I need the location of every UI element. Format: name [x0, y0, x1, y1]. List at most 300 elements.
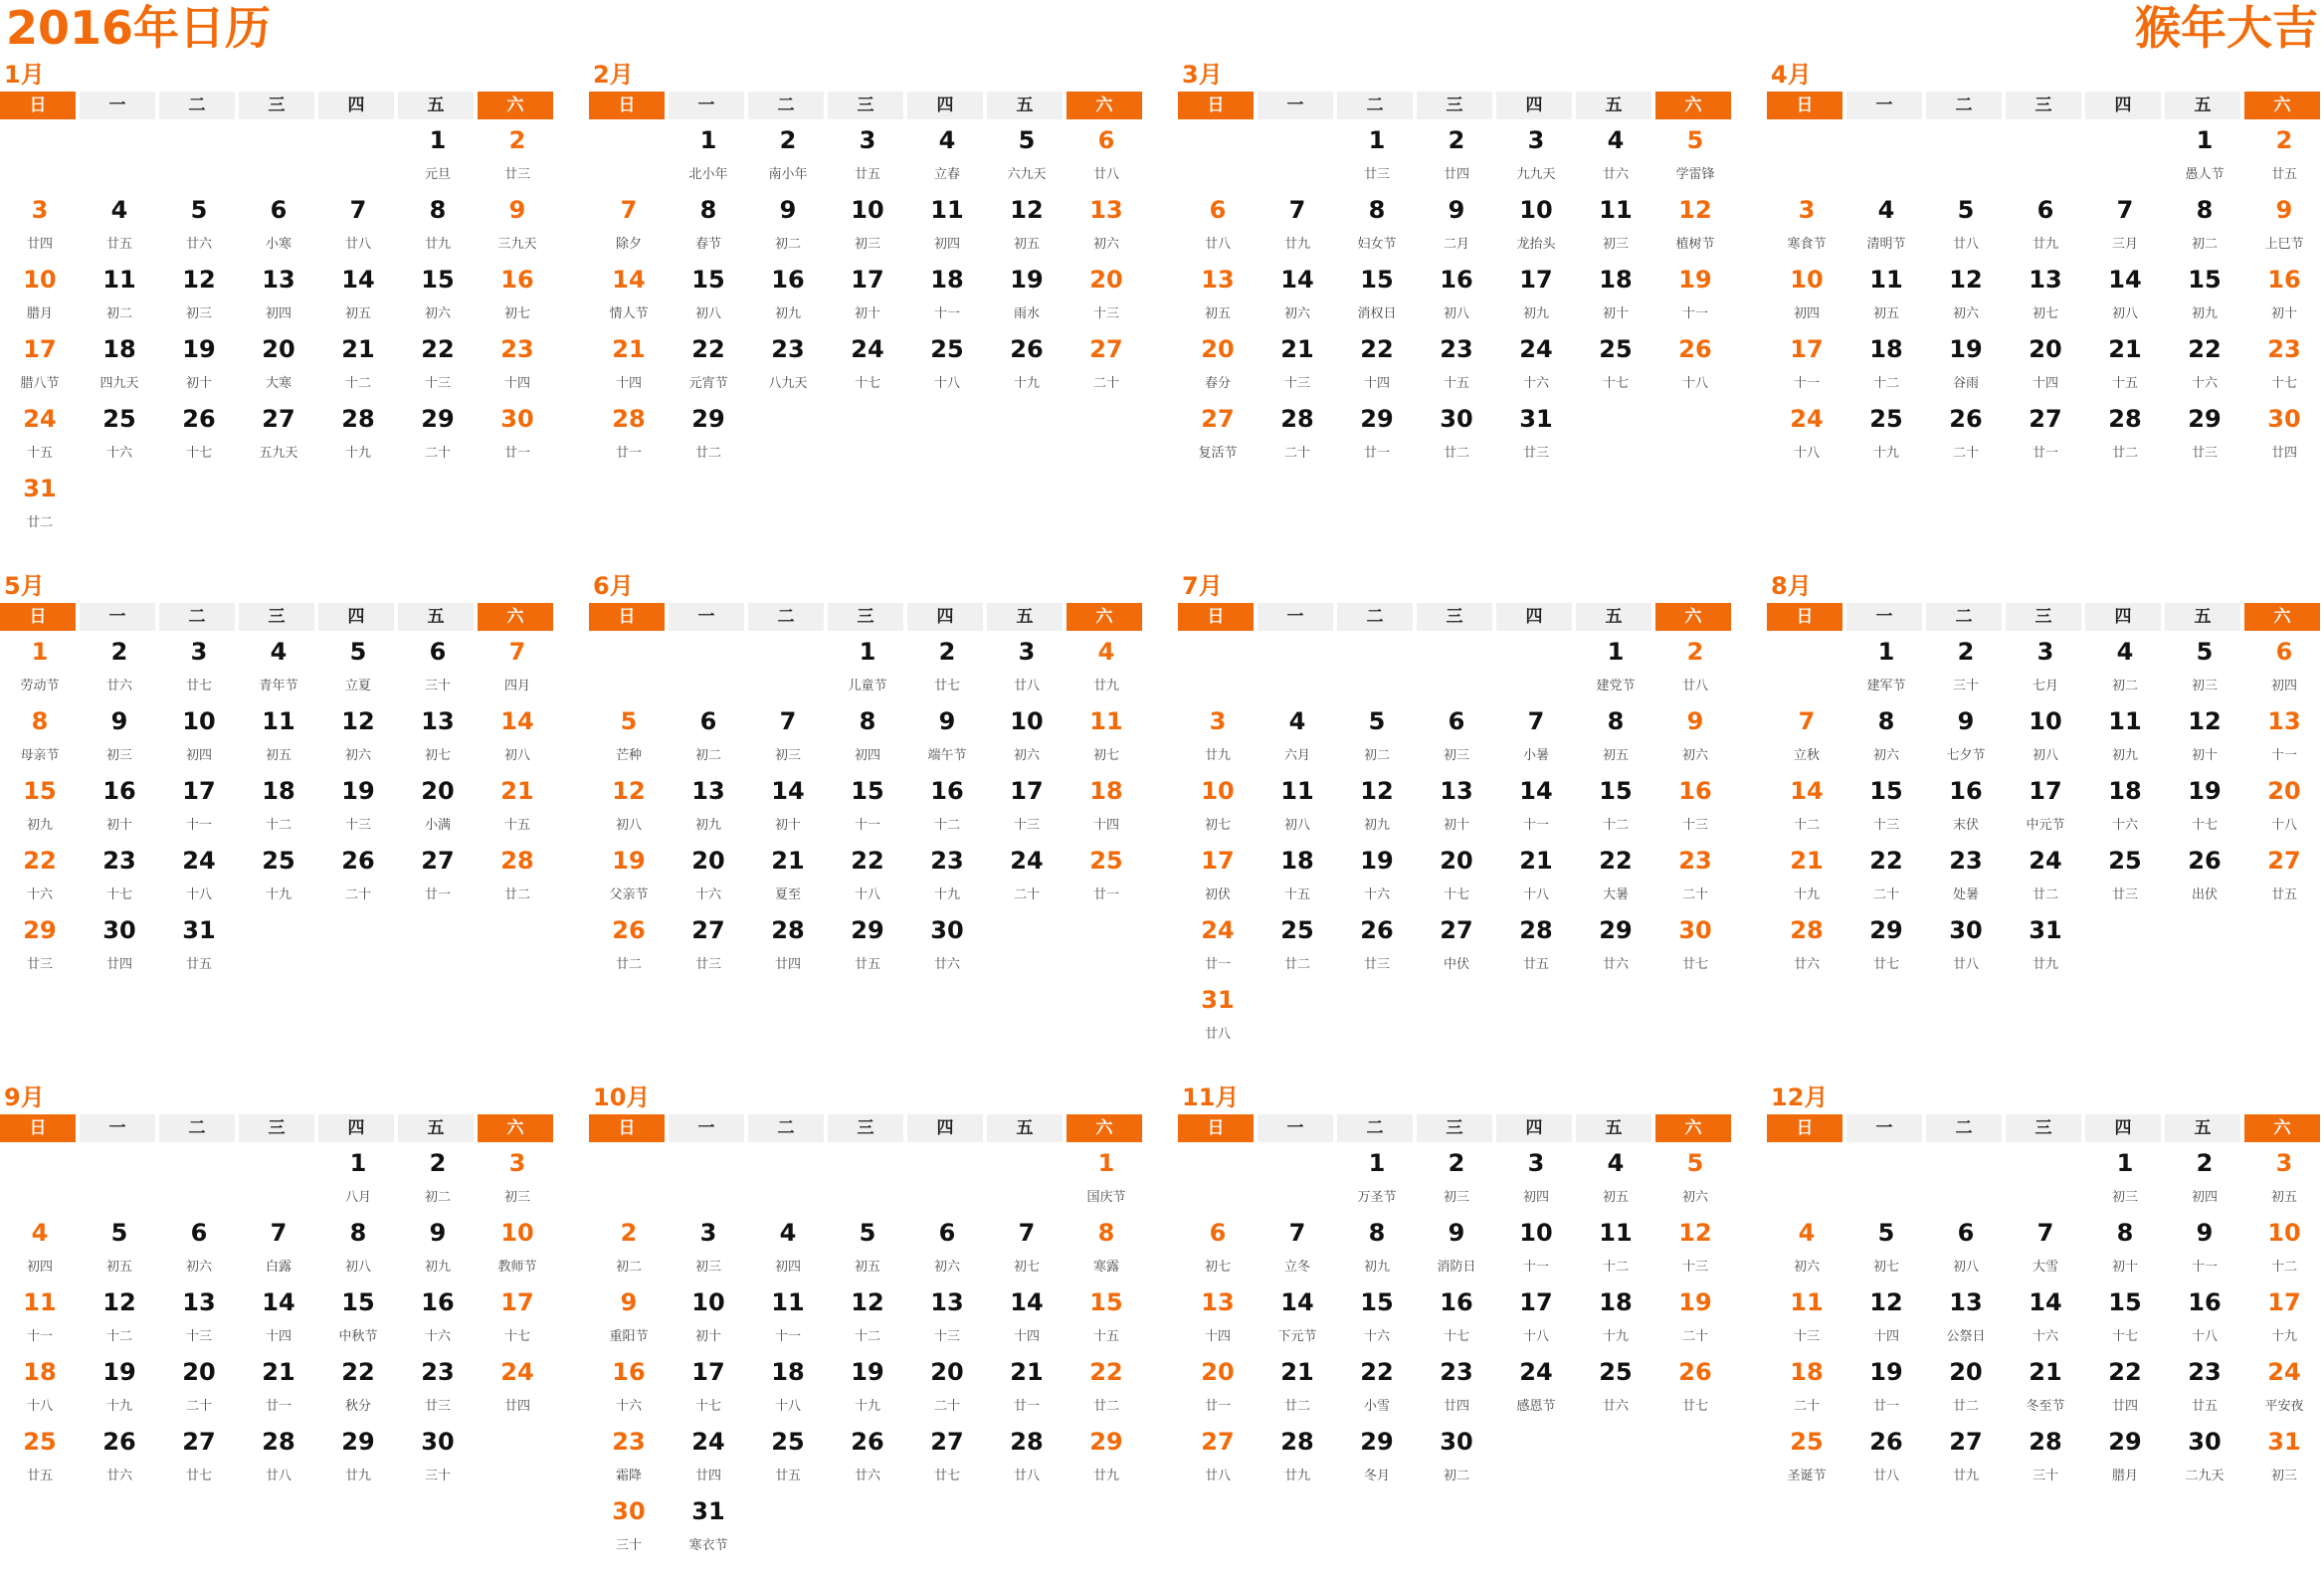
- day-cell[interactable]: [1767, 400, 1846, 470]
- day-cell[interactable]: [2244, 633, 2324, 702]
- day-cell[interactable]: [1066, 1283, 1146, 1353]
- day-cell[interactable]: [1178, 1214, 1258, 1283]
- day-cell[interactable]: [1178, 911, 1258, 981]
- day-cell[interactable]: [1066, 1144, 1146, 1214]
- day-cell[interactable]: [318, 1144, 398, 1214]
- day-cell[interactable]: [907, 702, 987, 772]
- day-cell[interactable]: [1926, 1353, 2006, 1423]
- day-cell[interactable]: [2006, 772, 2085, 842]
- day-cell[interactable]: [1337, 191, 1417, 261]
- day-cell[interactable]: [80, 702, 159, 772]
- day-cell[interactable]: [1258, 400, 1337, 470]
- day-cell[interactable]: [478, 1283, 557, 1353]
- day-cell[interactable]: [1178, 400, 1258, 470]
- day-cell[interactable]: [398, 1353, 478, 1423]
- day-cell[interactable]: [1417, 191, 1496, 261]
- day-cell[interactable]: [1417, 1214, 1496, 1283]
- day-cell[interactable]: [239, 1423, 318, 1492]
- day-cell[interactable]: [1846, 400, 1926, 470]
- day-cell[interactable]: [1576, 911, 1655, 981]
- day-cell[interactable]: [1337, 772, 1417, 842]
- day-cell[interactable]: [589, 330, 669, 400]
- day-cell[interactable]: [1655, 330, 1735, 400]
- day-cell[interactable]: [1417, 911, 1496, 981]
- day-cell[interactable]: [1496, 911, 1576, 981]
- day-cell[interactable]: [1767, 261, 1846, 330]
- day-cell[interactable]: [159, 702, 239, 772]
- day-cell[interactable]: [398, 772, 478, 842]
- day-cell[interactable]: [987, 1353, 1066, 1423]
- day-cell[interactable]: [2165, 1353, 2244, 1423]
- day-cell[interactable]: [478, 1144, 557, 1214]
- day-cell[interactable]: [1417, 702, 1496, 772]
- day-cell[interactable]: [987, 330, 1066, 400]
- day-cell[interactable]: [1926, 772, 2006, 842]
- day-cell[interactable]: [907, 1423, 987, 1492]
- day-cell[interactable]: [1417, 1353, 1496, 1423]
- day-cell[interactable]: [828, 702, 907, 772]
- day-cell[interactable]: [1178, 191, 1258, 261]
- day-cell[interactable]: [2165, 121, 2244, 191]
- day-cell[interactable]: [589, 1423, 669, 1492]
- day-cell[interactable]: [2244, 1214, 2324, 1283]
- day-cell[interactable]: [398, 1283, 478, 1353]
- day-cell[interactable]: [669, 702, 748, 772]
- day-cell[interactable]: [748, 261, 828, 330]
- day-cell[interactable]: [907, 772, 987, 842]
- day-cell[interactable]: [1337, 911, 1417, 981]
- day-cell[interactable]: [2085, 1423, 2165, 1492]
- day-cell[interactable]: [1496, 400, 1576, 470]
- day-cell[interactable]: [478, 633, 557, 702]
- day-cell[interactable]: [589, 1283, 669, 1353]
- day-cell[interactable]: [2006, 633, 2085, 702]
- day-cell[interactable]: [1926, 261, 2006, 330]
- day-cell[interactable]: [1576, 121, 1655, 191]
- day-cell[interactable]: [2244, 1283, 2324, 1353]
- day-cell[interactable]: [669, 1353, 748, 1423]
- day-cell[interactable]: [1337, 842, 1417, 911]
- day-cell[interactable]: [159, 1283, 239, 1353]
- day-cell[interactable]: [907, 121, 987, 191]
- day-cell[interactable]: [1066, 772, 1146, 842]
- day-cell[interactable]: [828, 911, 907, 981]
- day-cell[interactable]: [1066, 1423, 1146, 1492]
- day-cell[interactable]: [1496, 1144, 1576, 1214]
- day-cell[interactable]: [669, 842, 748, 911]
- day-cell[interactable]: [828, 191, 907, 261]
- day-cell[interactable]: [2006, 1353, 2085, 1423]
- day-cell[interactable]: [239, 772, 318, 842]
- day-cell[interactable]: [748, 1283, 828, 1353]
- day-cell[interactable]: [2244, 330, 2324, 400]
- day-cell[interactable]: [1576, 330, 1655, 400]
- day-cell[interactable]: [669, 772, 748, 842]
- day-cell[interactable]: [478, 1214, 557, 1283]
- day-cell[interactable]: [1576, 633, 1655, 702]
- day-cell[interactable]: [1258, 1353, 1337, 1423]
- day-cell[interactable]: [0, 842, 80, 911]
- day-cell[interactable]: [2165, 261, 2244, 330]
- day-cell[interactable]: [1258, 702, 1337, 772]
- day-cell[interactable]: [2006, 842, 2085, 911]
- day-cell[interactable]: [0, 191, 80, 261]
- day-cell[interactable]: [2006, 702, 2085, 772]
- day-cell[interactable]: [907, 1283, 987, 1353]
- day-cell[interactable]: [80, 842, 159, 911]
- day-cell[interactable]: [2085, 400, 2165, 470]
- day-cell[interactable]: [1576, 261, 1655, 330]
- day-cell[interactable]: [398, 191, 478, 261]
- day-cell[interactable]: [239, 842, 318, 911]
- day-cell[interactable]: [159, 330, 239, 400]
- day-cell[interactable]: [907, 1353, 987, 1423]
- day-cell[interactable]: [589, 1353, 669, 1423]
- day-cell[interactable]: [1258, 1283, 1337, 1353]
- day-cell[interactable]: [987, 1423, 1066, 1492]
- day-cell[interactable]: [1926, 633, 2006, 702]
- day-cell[interactable]: [1258, 911, 1337, 981]
- day-cell[interactable]: [2244, 1423, 2324, 1492]
- day-cell[interactable]: [828, 1283, 907, 1353]
- day-cell[interactable]: [828, 121, 907, 191]
- day-cell[interactable]: [1576, 772, 1655, 842]
- day-cell[interactable]: [748, 121, 828, 191]
- day-cell[interactable]: [239, 1214, 318, 1283]
- day-cell[interactable]: [589, 702, 669, 772]
- day-cell[interactable]: [987, 191, 1066, 261]
- day-cell[interactable]: [1767, 702, 1846, 772]
- day-cell[interactable]: [907, 842, 987, 911]
- day-cell[interactable]: [1178, 1423, 1258, 1492]
- day-cell[interactable]: [1655, 911, 1735, 981]
- day-cell[interactable]: [907, 191, 987, 261]
- day-cell[interactable]: [987, 261, 1066, 330]
- day-cell[interactable]: [159, 1423, 239, 1492]
- day-cell[interactable]: [1496, 261, 1576, 330]
- day-cell[interactable]: [1066, 191, 1146, 261]
- day-cell[interactable]: [80, 330, 159, 400]
- day-cell[interactable]: [2165, 191, 2244, 261]
- day-cell[interactable]: [478, 702, 557, 772]
- day-cell[interactable]: [748, 1353, 828, 1423]
- day-cell[interactable]: [1066, 842, 1146, 911]
- day-cell[interactable]: [589, 1214, 669, 1283]
- day-cell[interactable]: [2244, 1144, 2324, 1214]
- day-cell[interactable]: [1417, 261, 1496, 330]
- day-cell[interactable]: [1337, 261, 1417, 330]
- day-cell[interactable]: [1417, 330, 1496, 400]
- day-cell[interactable]: [2085, 1353, 2165, 1423]
- day-cell[interactable]: [239, 261, 318, 330]
- day-cell[interactable]: [828, 261, 907, 330]
- day-cell[interactable]: [1846, 261, 1926, 330]
- day-cell[interactable]: [828, 1423, 907, 1492]
- day-cell[interactable]: [159, 1214, 239, 1283]
- day-cell[interactable]: [2006, 261, 2085, 330]
- day-cell[interactable]: [828, 1214, 907, 1283]
- day-cell[interactable]: [1066, 702, 1146, 772]
- day-cell[interactable]: [1846, 1214, 1926, 1283]
- day-cell[interactable]: [398, 1214, 478, 1283]
- day-cell[interactable]: [0, 261, 80, 330]
- day-cell[interactable]: [1496, 191, 1576, 261]
- day-cell[interactable]: [2244, 261, 2324, 330]
- day-cell[interactable]: [1926, 911, 2006, 981]
- day-cell[interactable]: [589, 772, 669, 842]
- day-cell[interactable]: [1576, 1283, 1655, 1353]
- day-cell[interactable]: [2244, 772, 2324, 842]
- day-cell[interactable]: [0, 400, 80, 470]
- day-cell[interactable]: [1178, 1353, 1258, 1423]
- day-cell[interactable]: [1417, 1423, 1496, 1492]
- day-cell[interactable]: [2085, 191, 2165, 261]
- day-cell[interactable]: [2165, 1283, 2244, 1353]
- day-cell[interactable]: [2165, 1214, 2244, 1283]
- day-cell[interactable]: [1767, 772, 1846, 842]
- day-cell[interactable]: [589, 842, 669, 911]
- day-cell[interactable]: [1066, 330, 1146, 400]
- day-cell[interactable]: [478, 191, 557, 261]
- day-cell[interactable]: [1767, 842, 1846, 911]
- day-cell[interactable]: [1846, 772, 1926, 842]
- day-cell[interactable]: [2244, 191, 2324, 261]
- day-cell[interactable]: [318, 400, 398, 470]
- day-cell[interactable]: [1337, 1353, 1417, 1423]
- day-cell[interactable]: [1496, 1353, 1576, 1423]
- day-cell[interactable]: [1258, 842, 1337, 911]
- day-cell[interactable]: [1576, 1144, 1655, 1214]
- day-cell[interactable]: [1417, 842, 1496, 911]
- day-cell[interactable]: [159, 191, 239, 261]
- day-cell[interactable]: [669, 1283, 748, 1353]
- day-cell[interactable]: [2165, 1423, 2244, 1492]
- day-cell[interactable]: [748, 911, 828, 981]
- day-cell[interactable]: [1258, 330, 1337, 400]
- day-cell[interactable]: [478, 121, 557, 191]
- day-cell[interactable]: [828, 1353, 907, 1423]
- day-cell[interactable]: [1846, 1353, 1926, 1423]
- day-cell[interactable]: [987, 772, 1066, 842]
- day-cell[interactable]: [318, 1353, 398, 1423]
- day-cell[interactable]: [2244, 842, 2324, 911]
- day-cell[interactable]: [398, 633, 478, 702]
- day-cell[interactable]: [1767, 330, 1846, 400]
- day-cell[interactable]: [828, 772, 907, 842]
- day-cell[interactable]: [1417, 1283, 1496, 1353]
- day-cell[interactable]: [1576, 1214, 1655, 1283]
- day-cell[interactable]: [2165, 633, 2244, 702]
- day-cell[interactable]: [80, 261, 159, 330]
- day-cell[interactable]: [1337, 1423, 1417, 1492]
- day-cell[interactable]: [159, 1353, 239, 1423]
- day-cell[interactable]: [669, 261, 748, 330]
- day-cell[interactable]: [1178, 330, 1258, 400]
- day-cell[interactable]: [1767, 1423, 1846, 1492]
- day-cell[interactable]: [1846, 633, 1926, 702]
- day-cell[interactable]: [987, 121, 1066, 191]
- day-cell[interactable]: [907, 330, 987, 400]
- day-cell[interactable]: [1066, 121, 1146, 191]
- day-cell[interactable]: [398, 261, 478, 330]
- day-cell[interactable]: [1337, 121, 1417, 191]
- day-cell[interactable]: [669, 1214, 748, 1283]
- day-cell[interactable]: [478, 400, 557, 470]
- day-cell[interactable]: [80, 1283, 159, 1353]
- day-cell[interactable]: [1258, 261, 1337, 330]
- day-cell[interactable]: [748, 1214, 828, 1283]
- day-cell[interactable]: [1767, 1214, 1846, 1283]
- day-cell[interactable]: [1926, 1214, 2006, 1283]
- day-cell[interactable]: [0, 911, 80, 981]
- day-cell[interactable]: [1926, 842, 2006, 911]
- day-cell[interactable]: [1767, 1353, 1846, 1423]
- day-cell[interactable]: [1337, 1144, 1417, 1214]
- day-cell[interactable]: [669, 330, 748, 400]
- day-cell[interactable]: [318, 1423, 398, 1492]
- day-cell[interactable]: [2085, 842, 2165, 911]
- day-cell[interactable]: [0, 1214, 80, 1283]
- day-cell[interactable]: [159, 261, 239, 330]
- day-cell[interactable]: [589, 261, 669, 330]
- day-cell[interactable]: [1066, 1353, 1146, 1423]
- day-cell[interactable]: [478, 772, 557, 842]
- day-cell[interactable]: [80, 633, 159, 702]
- day-cell[interactable]: [2085, 1214, 2165, 1283]
- day-cell[interactable]: [1846, 191, 1926, 261]
- day-cell[interactable]: [987, 1214, 1066, 1283]
- day-cell[interactable]: [478, 330, 557, 400]
- day-cell[interactable]: [1417, 400, 1496, 470]
- day-cell[interactable]: [2085, 1144, 2165, 1214]
- day-cell[interactable]: [1926, 191, 2006, 261]
- day-cell[interactable]: [1337, 400, 1417, 470]
- day-cell[interactable]: [1926, 330, 2006, 400]
- day-cell[interactable]: [478, 1353, 557, 1423]
- day-cell[interactable]: [80, 911, 159, 981]
- day-cell[interactable]: [2006, 191, 2085, 261]
- day-cell[interactable]: [589, 191, 669, 261]
- day-cell[interactable]: [2085, 772, 2165, 842]
- day-cell[interactable]: [1178, 842, 1258, 911]
- day-cell[interactable]: [828, 842, 907, 911]
- day-cell[interactable]: [748, 702, 828, 772]
- day-cell[interactable]: [1417, 1144, 1496, 1214]
- day-cell[interactable]: [0, 1423, 80, 1492]
- day-cell[interactable]: [2006, 1283, 2085, 1353]
- day-cell[interactable]: [398, 1423, 478, 1492]
- day-cell[interactable]: [1767, 191, 1846, 261]
- day-cell[interactable]: [1417, 772, 1496, 842]
- day-cell[interactable]: [80, 772, 159, 842]
- day-cell[interactable]: [669, 911, 748, 981]
- day-cell[interactable]: [159, 633, 239, 702]
- day-cell[interactable]: [1655, 1214, 1735, 1283]
- day-cell[interactable]: [2085, 261, 2165, 330]
- day-cell[interactable]: [159, 842, 239, 911]
- day-cell[interactable]: [2244, 121, 2324, 191]
- day-cell[interactable]: [1655, 702, 1735, 772]
- day-cell[interactable]: [1655, 191, 1735, 261]
- day-cell[interactable]: [1178, 261, 1258, 330]
- day-cell[interactable]: [1337, 1214, 1417, 1283]
- day-cell[interactable]: [1496, 772, 1576, 842]
- day-cell[interactable]: [907, 261, 987, 330]
- day-cell[interactable]: [1496, 121, 1576, 191]
- day-cell[interactable]: [669, 1423, 748, 1492]
- day-cell[interactable]: [828, 330, 907, 400]
- day-cell[interactable]: [669, 191, 748, 261]
- day-cell[interactable]: [2006, 1214, 2085, 1283]
- day-cell[interactable]: [0, 1283, 80, 1353]
- day-cell[interactable]: [1846, 1423, 1926, 1492]
- day-cell[interactable]: [748, 330, 828, 400]
- day-cell[interactable]: [589, 1492, 669, 1562]
- day-cell[interactable]: [159, 400, 239, 470]
- day-cell[interactable]: [907, 1214, 987, 1283]
- day-cell[interactable]: [0, 470, 80, 539]
- day-cell[interactable]: [239, 1283, 318, 1353]
- day-cell[interactable]: [398, 702, 478, 772]
- day-cell[interactable]: [0, 702, 80, 772]
- day-cell[interactable]: [318, 702, 398, 772]
- day-cell[interactable]: [2165, 702, 2244, 772]
- day-cell[interactable]: [1066, 1214, 1146, 1283]
- day-cell[interactable]: [1178, 1283, 1258, 1353]
- day-cell[interactable]: [1926, 400, 2006, 470]
- day-cell[interactable]: [669, 121, 748, 191]
- day-cell[interactable]: [1258, 772, 1337, 842]
- day-cell[interactable]: [987, 633, 1066, 702]
- day-cell[interactable]: [1846, 842, 1926, 911]
- day-cell[interactable]: [2165, 772, 2244, 842]
- day-cell[interactable]: [398, 1144, 478, 1214]
- day-cell[interactable]: [2006, 330, 2085, 400]
- day-cell[interactable]: [239, 400, 318, 470]
- day-cell[interactable]: [1258, 1214, 1337, 1283]
- day-cell[interactable]: [2244, 1353, 2324, 1423]
- day-cell[interactable]: [80, 1214, 159, 1283]
- day-cell[interactable]: [1178, 981, 1258, 1051]
- day-cell[interactable]: [0, 1353, 80, 1423]
- day-cell[interactable]: [318, 772, 398, 842]
- day-cell[interactable]: [159, 911, 239, 981]
- day-cell[interactable]: [1655, 121, 1735, 191]
- day-cell[interactable]: [318, 261, 398, 330]
- day-cell[interactable]: [239, 191, 318, 261]
- day-cell[interactable]: [318, 1283, 398, 1353]
- day-cell[interactable]: [1337, 330, 1417, 400]
- day-cell[interactable]: [1576, 702, 1655, 772]
- day-cell[interactable]: [80, 400, 159, 470]
- day-cell[interactable]: [1417, 121, 1496, 191]
- day-cell[interactable]: [80, 1353, 159, 1423]
- day-cell[interactable]: [748, 1423, 828, 1492]
- day-cell[interactable]: [987, 1283, 1066, 1353]
- day-cell[interactable]: [2165, 842, 2244, 911]
- day-cell[interactable]: [1178, 772, 1258, 842]
- day-cell[interactable]: [1337, 702, 1417, 772]
- day-cell[interactable]: [1767, 911, 1846, 981]
- day-cell[interactable]: [1576, 191, 1655, 261]
- day-cell[interactable]: [1655, 1353, 1735, 1423]
- day-cell[interactable]: [2244, 702, 2324, 772]
- day-cell[interactable]: [2165, 330, 2244, 400]
- day-cell[interactable]: [1655, 633, 1735, 702]
- day-cell[interactable]: [589, 911, 669, 981]
- day-cell[interactable]: [1655, 1144, 1735, 1214]
- day-cell[interactable]: [1655, 1283, 1735, 1353]
